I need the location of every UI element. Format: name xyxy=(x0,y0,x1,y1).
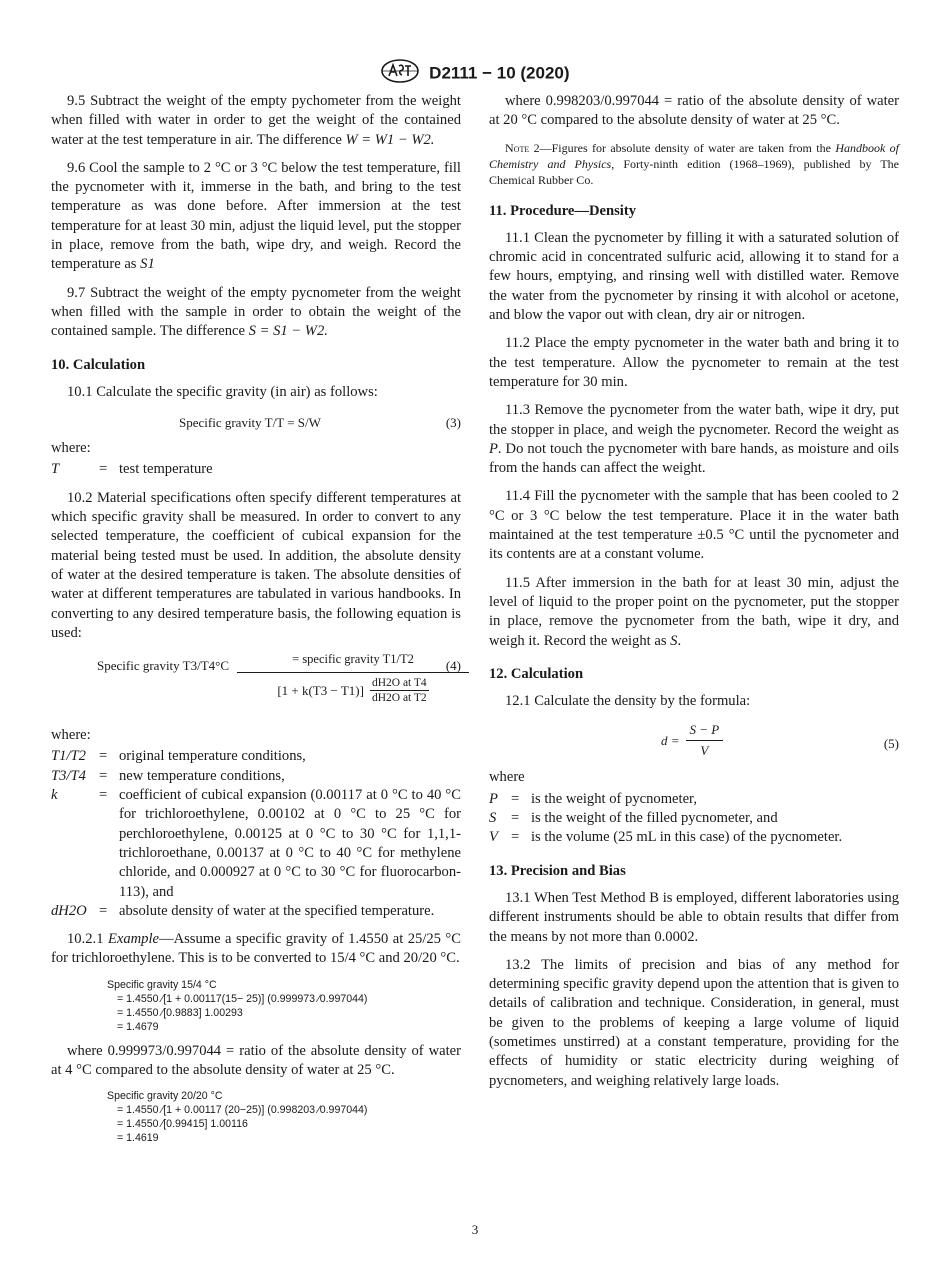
para-10-1: 10.1 Calculate the specific gravity (in air) as follows: xyxy=(67,383,378,400)
definition-row: V = is the volume (25 mL in this case) of the pycnometer. xyxy=(489,829,843,846)
definition-row: T1/T2 = original temperature conditions, xyxy=(51,748,306,765)
para-11-4: 11.4 Fill the pycnometer with the sample that has been cooled to 2 °C or 3 °C below the test temperature. Place it in the water bath maintained at the test temperature ±0.5 °C until the pycnometer and its contents are at a constant volume. xyxy=(489,488,899,563)
section-11-heading: 11. Procedure—Density xyxy=(489,202,637,219)
equation-3-number: (3) xyxy=(445,415,461,431)
astm-logo-icon xyxy=(380,58,420,89)
definition-row: T3/T4 = new temperature conditions, xyxy=(51,767,285,784)
equation-4 xyxy=(51,652,461,714)
para-9-6: 9.6 Cool the sample to 2 °C or 3 °C below the test temperature, fill the pycnometer with it, immerse in the bath, and bring to the test temperature as was done before. After immersion at the test temperature for at least 30 min, adjust the liquid level, put the stopper in place, remove from the bath, wipe dry, and weigh. Record the temperature as S1 xyxy=(51,159,461,273)
para-12-1: 12.1 Calculate the density by the formula: xyxy=(505,693,751,710)
right-column xyxy=(489,92,899,1100)
section-12-heading: 12. Calculation xyxy=(489,665,584,682)
calculation-15-4: Specific gravity 15/4 °C = 1.4550 ⁄[1 + 0.00117(15− 25)] (0.999973 ⁄0.997044) = 1.4550 ⁄[0.9883] 1.00293 = 1.4679 xyxy=(107,978,368,1033)
para-11-5: 11.5 After immersion in the bath for at least 30 min, adjust the level of liquid to the proper point on the pycnometer, put the stopper in place, remove the pycnometer from the bath, wipe it dry, and weigh it. Record the weight as S. xyxy=(489,574,899,649)
page-header xyxy=(0,58,950,89)
definition-row: k = coefficient of cubical expansion (0.00117 at 0 °C to 40 °C for trichloroethylene, 0.00102 at 0 °C to 25 °C for perchloroethylene, 0.00125 at 0 °C to 30 °C for 1,1,1-trichloroethane, 0.00137 at 0 °C to 40 °C for methylene chloride, and 0.000927 at 0 °C to 30 °C for fluorocarbon-113), and xyxy=(51,787,461,900)
page-number: 3 xyxy=(471,1222,479,1237)
definition-row: dH2O = absolute density of water at the specified temperature. xyxy=(51,902,435,919)
equation-4-numerator: = specific gravity T1/T2 xyxy=(237,650,469,673)
para-13-2: 13.2 The limits of precision and bias of any method for determining specific gravity depend upon the attention that is given to details of calibration and technique. Consideration, in general, must be given to the problems of keeping a large volume of liquid (sometimes unstirred) at a constant temperature, providing for the effects of humidity or static electricity during weighing of pycnometers, and weighing relatively large loads. xyxy=(489,956,899,1089)
equation-4-number: (4) xyxy=(445,658,461,674)
where-label: where xyxy=(489,769,525,786)
definitions-eq5 xyxy=(489,790,899,848)
equation-3 xyxy=(51,411,461,433)
para-10-2: 10.2 Material specifications often specify different temperatures at which specific gravity shall be measured. In order to convert to any selected temperature, the coefficient of cubical expansion for the material being tested must be used. In addition, the absolute density of water at the desired temperature is taken. The absolute densities of water at different temperatures are tabulated in various handbooks. In converting to any desired temperature basis, the following equation is used: xyxy=(51,489,461,641)
equation-5-body: d = $\frac{S - P}{V}$ xyxy=(661,720,723,760)
definition-row: P = is the weight of pycnometer, xyxy=(489,790,697,807)
para-ratio-20c: where 0.998203/0.997044 = ratio of the absolute density of water at 20 °C compared to the absolute density of water at 25 °C. xyxy=(489,93,899,129)
para-11-2: 11.2 Place the empty pycnometer in the water bath and bring it to the test temperature. Allow the pycnometer to remain at the test temperature for 30 min. xyxy=(489,335,899,390)
definition-row: S = is the weight of the filled pycnometer, and xyxy=(489,810,778,827)
where-label: where: xyxy=(51,440,91,457)
equation-4-fraction xyxy=(237,650,469,705)
para-11-3: 11.3 Remove the pycnometer from the water bath, wipe it dry, put the stopper in place, and weigh the pycnometer. Record the weight as P. Do not touch the pycnometer with bare hands, as moisture and oils from the hands can affect the weight. xyxy=(489,402,899,477)
equation-4-label: Specific gravity T3/T4°C xyxy=(97,658,230,674)
equation-5 xyxy=(489,720,899,760)
standard-designation: D2111 − 10 (2020) xyxy=(429,63,570,83)
definitions-eq4 xyxy=(51,747,461,921)
section-13-heading: 13. Precision and Bias xyxy=(489,862,626,879)
calculation-20-20: Specific gravity 20/20 °C = 1.4550 ⁄[1 + 0.00117 (20−25)] (0.998203 ⁄0.997044) = 1.4550 ⁄[0.99415] 1.00116 = 1.4619 xyxy=(107,1090,368,1145)
definition-row: T = test temperature xyxy=(51,461,213,478)
where-label: where: xyxy=(51,727,91,744)
para-ratio-4c: where 0.999973/0.997044 = ratio of the absolute density of water at 4 °C compared to the absolute density of water at 25 °C. xyxy=(51,1042,461,1078)
equation-4-denominator: [1 + k(T3 − T1)] dH2O at T4 dH2O at T2 xyxy=(277,677,427,705)
definitions-eq3 xyxy=(51,460,461,479)
para-11-1: 11.1 Clean the pycnometer by filling it with a saturated solution of chromic acid in concentrated sulfuric acid, allowing it to stand for a few hours, emptying, and rinsing well with distilled water. Remove the water from the pycnometer by rinsing it with alcohol or acetone, and blow the vapor out with clean, dry air or nitrogen. xyxy=(489,229,899,324)
para-9-5: 9.5 Subtract the weight of the empty pychometer from the weight when filled with water in order to get the weight of the contained water at the test temperature in air. The difference W = W1 − W2. xyxy=(51,93,461,148)
para-10-2-1: 10.2.1 Example—Assume a specific gravity of 1.4550 at 25/25 °C for trichloroethylene. This is to be converted to 15/4 °C and 20/20 °C. xyxy=(51,931,461,967)
section-10-heading: 10. Calculation xyxy=(51,356,146,373)
para-13-1: 13.1 When Test Method B is employed, different laboratories using different instruments should be able to obtain results that differ from the means by not more than 0.0002. xyxy=(489,889,899,945)
left-column xyxy=(51,92,461,1153)
equation-5-number: (5) xyxy=(883,736,899,752)
note-2: Note 2—Figures for absolute density of water are taken from the Handbook of Chemistry and Physics, Forty-ninth edition (1968–1969), published by The Chemical Rubber Co. xyxy=(489,140,900,187)
para-9-7: 9.7 Subtract the weight of the empty pycnometer from the weight when filled with the sample in order to obtain the weight of the contained sample. The difference S = S1 − W2. xyxy=(51,284,461,340)
equation-3-body: Specific gravity T/T = S/W xyxy=(179,415,321,431)
